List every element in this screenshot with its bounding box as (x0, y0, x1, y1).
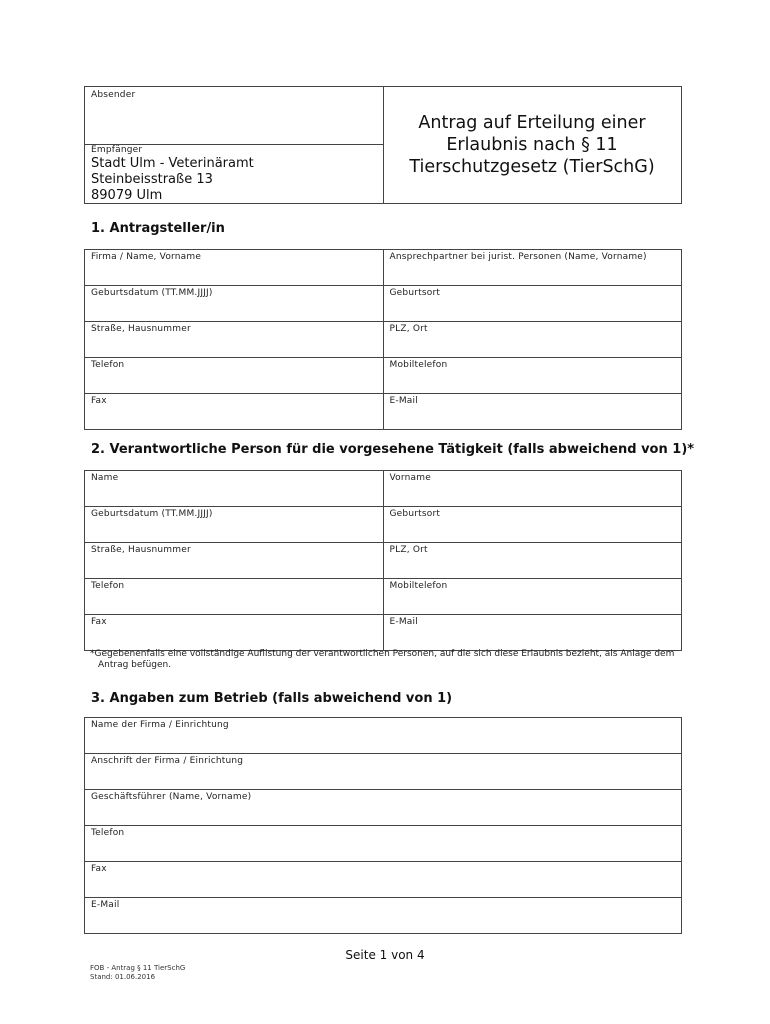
field-label: Straße, Hausnummer (91, 545, 191, 555)
field-label: Fax (91, 396, 107, 406)
form-row (85, 862, 681, 898)
mobile-field[interactable] (383, 358, 682, 393)
section-2-title: 2. Verantwortliche Person für die vorgesehene Tätigkeit (falls abweichend von 1)* (91, 442, 695, 457)
recipient-line: Stadt Ulm - Veterinäramt (91, 156, 254, 171)
birthplace-field[interactable] (383, 507, 682, 542)
phone-field[interactable] (85, 579, 383, 614)
business-name-field[interactable] (85, 718, 681, 753)
section-3-title: 3. Angaben zum Betrieb (falls abweichend von 1) (91, 691, 453, 706)
field-label: PLZ, Ort (389, 545, 428, 555)
title-line: Erlaubnis nach § 11 (446, 135, 618, 155)
field-label: E-Mail (389, 396, 418, 406)
recipient-block (85, 144, 384, 204)
field-label: Geburtsort (389, 288, 441, 298)
field-label: Name der Firma / Einrichtung (91, 720, 229, 730)
section-3-grid (84, 717, 682, 934)
last-name-field[interactable] (85, 471, 383, 506)
field-label: Geschäftsführer (Name, Vorname) (91, 792, 252, 802)
fax-field[interactable] (85, 615, 383, 650)
footnote-line: *Gegebenenfalls eine vollständige Auflistung der verantwortlichen Personen, auf die sich diese Erlaubnis bezieht, als Anlage dem (90, 649, 675, 659)
form-row (85, 471, 681, 507)
field-label: Straße, Hausnummer (91, 324, 191, 334)
field-label: E-Mail (389, 617, 418, 627)
birthdate-field[interactable] (85, 507, 383, 542)
business-phone-field[interactable] (85, 826, 681, 861)
form-date: Stand: 01.06.2016 (90, 973, 156, 981)
street-field[interactable] (85, 543, 383, 578)
field-label: Geburtsdatum (TT.MM.JJJJ) (91, 288, 213, 298)
form-row (85, 615, 681, 650)
business-email-field[interactable] (85, 898, 681, 933)
document-title (383, 87, 681, 203)
recipient-line: Steinbeisstraße 13 (91, 172, 213, 187)
street-field[interactable] (85, 322, 383, 357)
title-line: Tierschutzgesetz (TierSchG) (409, 157, 655, 177)
field-label: Telefon (91, 828, 125, 838)
fax-field[interactable] (85, 394, 383, 429)
sender-field[interactable] (85, 87, 384, 145)
form-row (85, 358, 681, 394)
recipient-address (91, 156, 254, 204)
field-label: Fax (91, 617, 107, 627)
field-label: PLZ, Ort (389, 324, 428, 334)
form-row (85, 286, 681, 322)
page-number: Seite 1 von 4 (345, 948, 425, 962)
form-row (85, 322, 681, 358)
section-1-grid (84, 249, 682, 430)
email-field[interactable] (383, 394, 682, 429)
field-label: Telefon (91, 360, 125, 370)
form-row (85, 826, 681, 862)
business-address-field[interactable] (85, 754, 681, 789)
form-row (85, 754, 681, 790)
managing-director-field[interactable] (85, 790, 681, 825)
header-table (84, 86, 682, 204)
form-row (85, 718, 681, 754)
section-2-grid (84, 470, 682, 651)
recipient-label: Empfänger (91, 145, 143, 155)
field-label: Name (91, 473, 119, 483)
first-name-field[interactable] (383, 471, 682, 506)
phone-field[interactable] (85, 358, 383, 393)
mobile-field[interactable] (383, 579, 682, 614)
field-label: Anschrift der Firma / Einrichtung (91, 756, 244, 766)
field-label: Firma / Name, Vorname (91, 252, 202, 262)
form-row (85, 543, 681, 579)
contact-person-field[interactable] (383, 250, 682, 285)
birthplace-field[interactable] (383, 286, 682, 321)
field-label: Mobiltelefon (389, 581, 448, 591)
company-name-field[interactable] (85, 250, 383, 285)
footnote (90, 649, 680, 671)
section-1-title: 1. Antragsteller/in (91, 221, 225, 236)
field-label: E-Mail (91, 900, 120, 910)
zip-city-field[interactable] (383, 543, 682, 578)
field-label: Geburtsdatum (TT.MM.JJJJ) (91, 509, 213, 519)
field-label: Geburtsort (389, 509, 441, 519)
form-meta (90, 964, 185, 982)
form-row (85, 507, 681, 543)
form-row (85, 790, 681, 826)
form-id: FOB - Antrag § 11 TierSchG (90, 964, 186, 972)
form-row (85, 579, 681, 615)
field-label: Ansprechpartner bei jurist. Personen (Name, Vorname) (389, 252, 647, 262)
business-fax-field[interactable] (85, 862, 681, 897)
form-row (85, 898, 681, 933)
sender-label: Absender (91, 90, 136, 100)
form-row (85, 394, 681, 429)
field-label: Fax (91, 864, 107, 874)
field-label: Telefon (91, 581, 125, 591)
field-label: Vorname (389, 473, 431, 483)
footnote-line: Antrag befügen. (98, 660, 172, 670)
title-line: Antrag auf Erteilung einer (418, 113, 646, 133)
field-label: Mobiltelefon (389, 360, 448, 370)
form-row (85, 250, 681, 286)
zip-city-field[interactable] (383, 322, 682, 357)
recipient-line: 89079 Ulm (91, 188, 163, 203)
birthdate-field[interactable] (85, 286, 383, 321)
email-field[interactable] (383, 615, 682, 650)
